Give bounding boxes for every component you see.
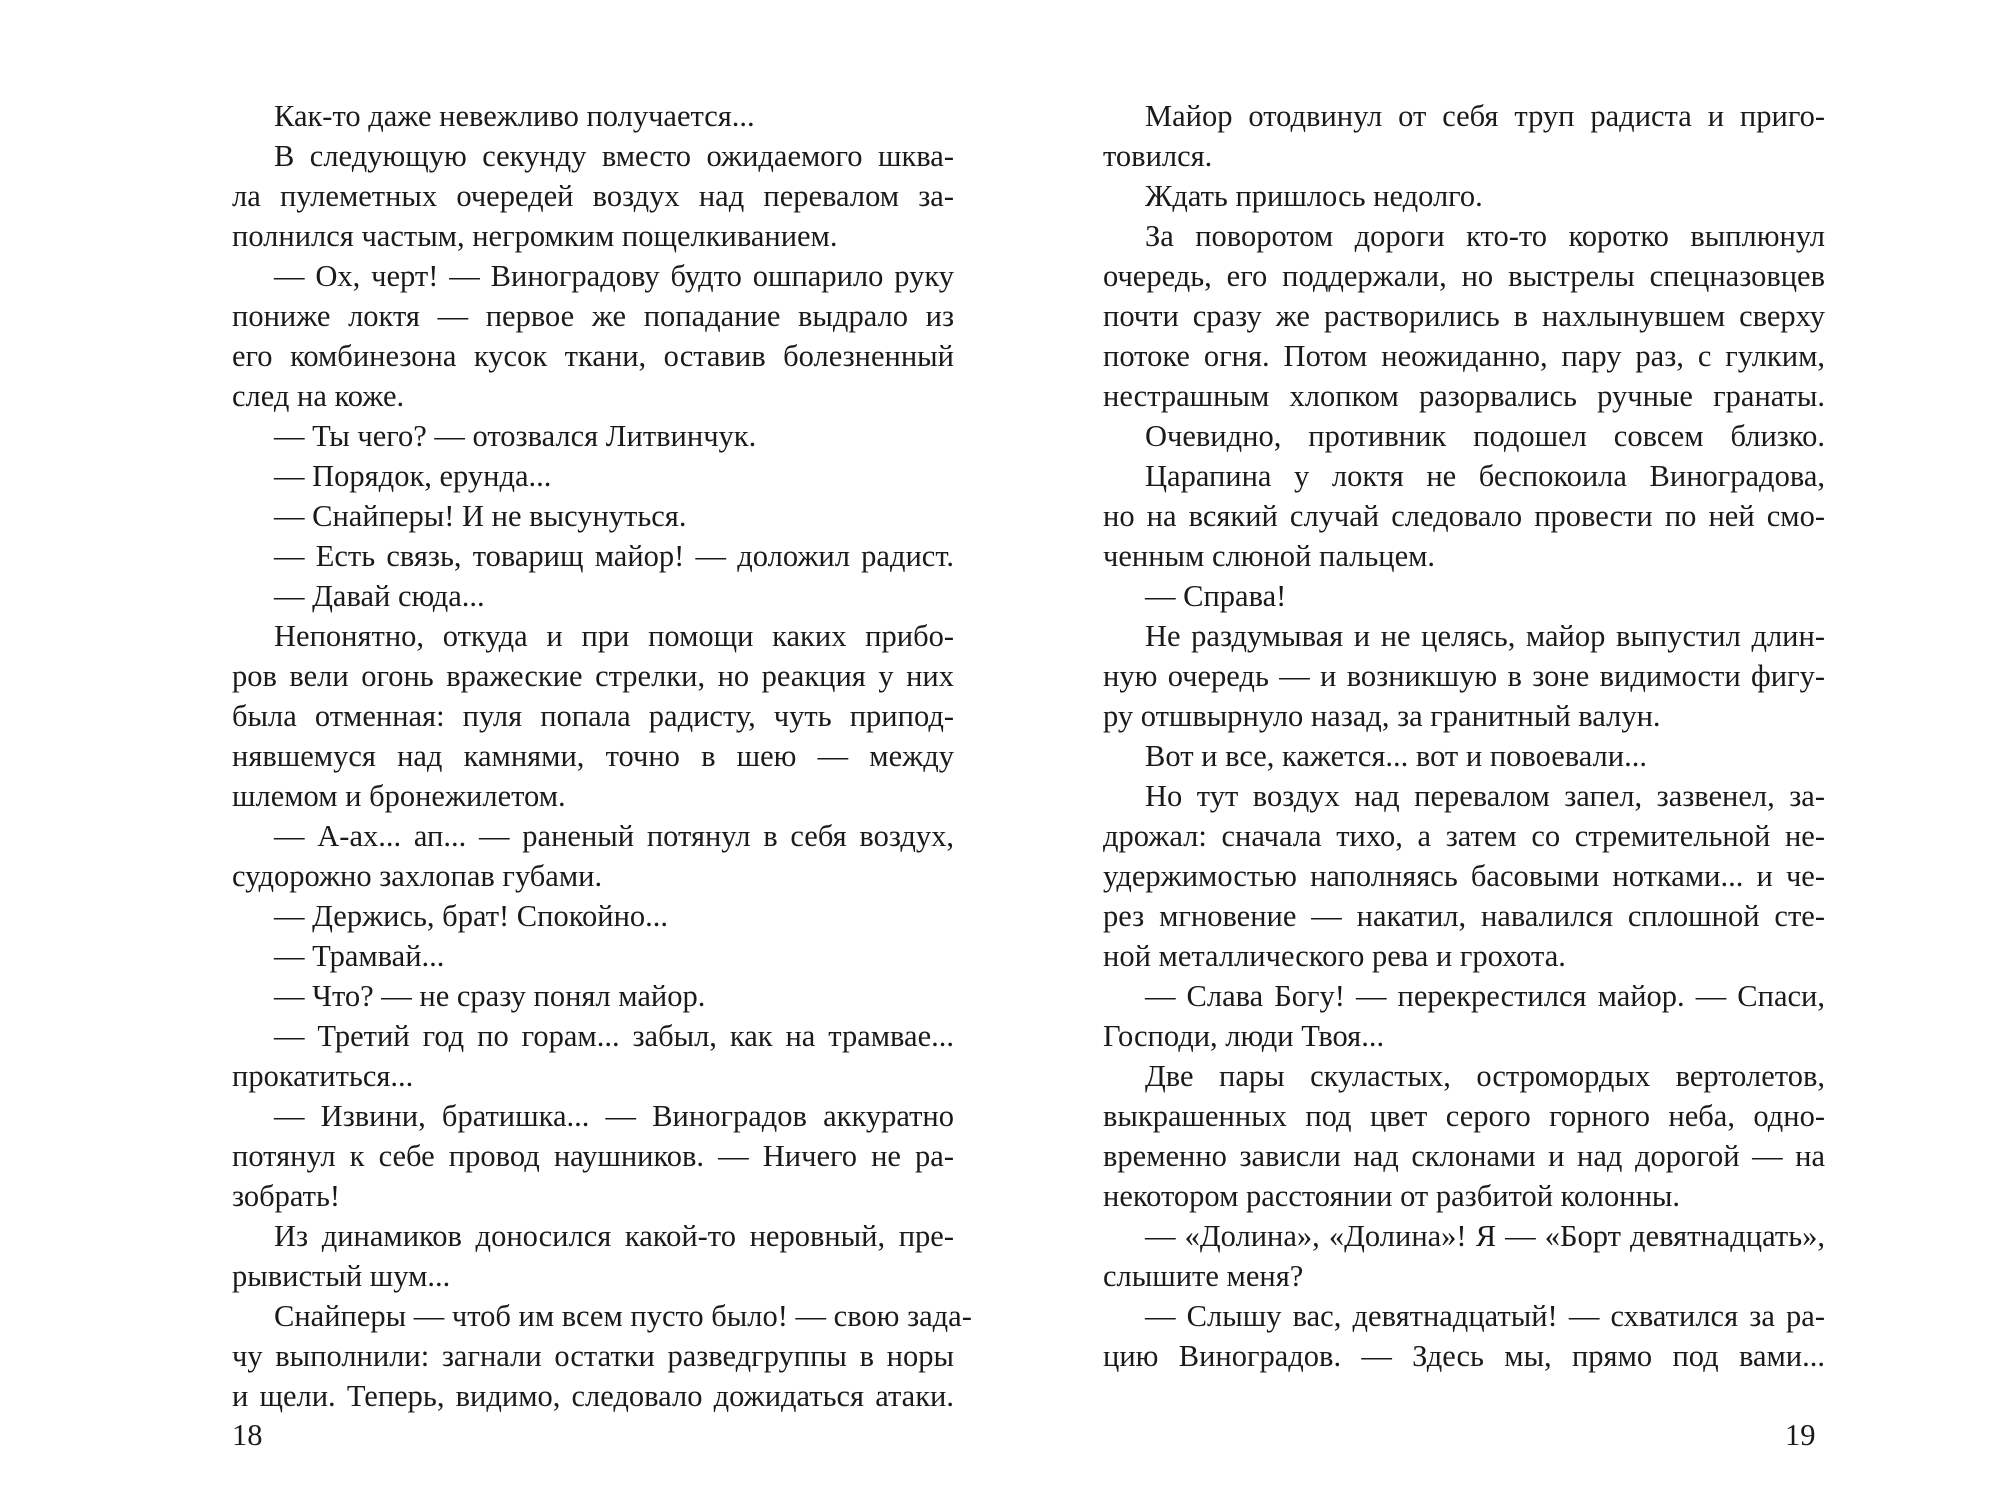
text-line: — Слава Богу! — перекрестился майор. — Спаси, (1145, 979, 1825, 1013)
text-line: некотором расстоянии от разбитой колонны. (1103, 1179, 1681, 1213)
right-page (1103, 96, 1825, 1376)
text-line: шлемом и бронежилетом. (232, 779, 566, 813)
text-line: потянул к себе провод наушников. — Ничего не ра- (232, 1139, 954, 1173)
text-line: удержимостью наполняясь басовыми нотками... и че- (1103, 859, 1825, 893)
text-line: почти сразу же растворились в нахлынувшем сверху (1103, 299, 1825, 333)
text-line: — Ты чего? — отозвался Литвинчук. (274, 419, 757, 453)
text-line: Вот и все, кажется... вот и повоевали... (1145, 739, 1647, 773)
text-line: дрожал: сначала тихо, а затем со стремительной не- (1103, 819, 1825, 853)
text-line: рез мгновение — накатил, навалился сплошной сте- (1103, 899, 1825, 933)
text-line: — Порядок, ерунда... (274, 459, 552, 493)
text-line: судорожно захлопав губами. (232, 859, 603, 893)
text-line: ной металлического рева и грохота. (1103, 939, 1566, 973)
text-line: потоке огня. Потом неожиданно, пару раз, с гулким, (1103, 339, 1825, 373)
text-line: цию Виноградов. — Здесь мы, прямо под вами... (1103, 1339, 1825, 1373)
text-line: его комбинезона кусок ткани, оставив болезненный (232, 339, 954, 373)
text-line: — Есть связь, товарищ майор! — доложил радист. (274, 539, 954, 573)
left-page (232, 96, 972, 1416)
text-line: ченным слюной пальцем. (1103, 539, 1436, 573)
text-line: Непонятно, откуда и при помощи каких прибо- (274, 619, 954, 653)
text-line: — Держись, брат! Спокойно... (274, 899, 669, 933)
text-line: и щели. Теперь, видимо, следовало дожидаться атаки. (232, 1379, 954, 1413)
left-page-text (232, 96, 972, 1416)
text-line: Как-то даже невежливо получается... (274, 99, 755, 133)
right-page-text (1103, 96, 1825, 1376)
text-line: ров вели огонь вражеские стрелки, но реакция у них (232, 659, 954, 693)
text-line: — Что? — не сразу понял майор. (274, 979, 706, 1013)
text-line: пониже локтя — первое же попадание выдрало из (232, 299, 954, 333)
text-line: Но тут воздух над перевалом запел, зазвенел, за- (1145, 779, 1825, 813)
text-line: но на всякий случай следовало провести по ней смо- (1103, 499, 1825, 533)
left-page-number: 18 (232, 1418, 263, 1452)
text-line: ла пулеметных очередей воздух над перевалом за- (232, 179, 954, 213)
text-line: чу выполнили: загнали остатки разведгруппы в норы (232, 1339, 954, 1373)
text-line: была отменная: пуля попала радисту, чуть припод- (232, 699, 954, 733)
text-line: очередь, его поддержали, но выстрелы спецназовцев (1103, 259, 1825, 293)
text-line: — Снайперы! И не высунуться. (274, 499, 687, 533)
text-line: полнился частым, негромким пощелкиванием. (232, 219, 838, 253)
text-line: Царапина у локтя не беспокоила Виноградова, (1145, 459, 1825, 493)
text-line: Очевидно, противник подошел совсем близко. (1145, 419, 1825, 453)
text-line: Не раздумывая и не целясь, майор выпустил длин- (1145, 619, 1825, 653)
text-line: нестрашным хлопком разорвались ручные гранаты. (1103, 379, 1825, 413)
text-line: Господи, люди Твоя... (1103, 1019, 1385, 1053)
text-line: товился. (1103, 139, 1213, 173)
text-line: Две пары скуластых, остромордых вертолетов, (1145, 1059, 1825, 1093)
text-line: — Ох, черт! — Виноградову будто ошпарило руку (274, 259, 954, 293)
text-line: — Извини, братишка... — Виноградов аккуратно (274, 1099, 954, 1133)
text-line: Из динамиков доносился какой-то неровный, пре- (274, 1219, 954, 1253)
text-line: ру отшвырнуло назад, за гранитный валун. (1103, 699, 1661, 733)
text-line: ную очередь — и возникшую в зоне видимости фигу- (1103, 659, 1825, 693)
text-line: — Давай сюда... (274, 579, 485, 613)
text-line: — «Долина», «Долина»! Я — «Борт девятнадцать», (1145, 1219, 1825, 1253)
text-line: — А-ах... ап... — раненый потянул в себя воздух, (274, 819, 954, 853)
text-line: В следующую секунду вместо ожидаемого шква- (274, 139, 954, 173)
text-line: За поворотом дороги кто-то коротко выплюнул (1145, 219, 1825, 253)
text-line: — Трамвай... (274, 939, 445, 973)
text-line: слышите меня? (1103, 1259, 1304, 1293)
text-line: Снайперы — чтоб им всем пусто было! — свою зада- (274, 1299, 972, 1333)
text-line: нявшемуся над камнями, точно в шею — между (232, 739, 954, 773)
text-line: рывистый шум... (232, 1259, 451, 1293)
text-line: зобрать! (232, 1179, 341, 1213)
text-line: след на коже. (232, 379, 405, 413)
text-line: Майор отодвинул от себя труп радиста и приго- (1145, 99, 1825, 133)
text-line: выкрашенных под цвет серого горного неба, одно- (1103, 1099, 1825, 1133)
text-line: прокатиться... (232, 1059, 414, 1093)
text-line: Ждать пришлось недолго. (1145, 179, 1483, 213)
right-page-number: 19 (1785, 1418, 1816, 1452)
text-line: временно зависли над склонами и над дорогой — на (1103, 1139, 1825, 1173)
text-line: — Справа! (1145, 579, 1287, 613)
text-line: — Слышу вас, девятнадцатый! — схватился за ра- (1145, 1299, 1825, 1333)
text-line: — Третий год по горам... забыл, как на трамвае... (274, 1019, 954, 1053)
